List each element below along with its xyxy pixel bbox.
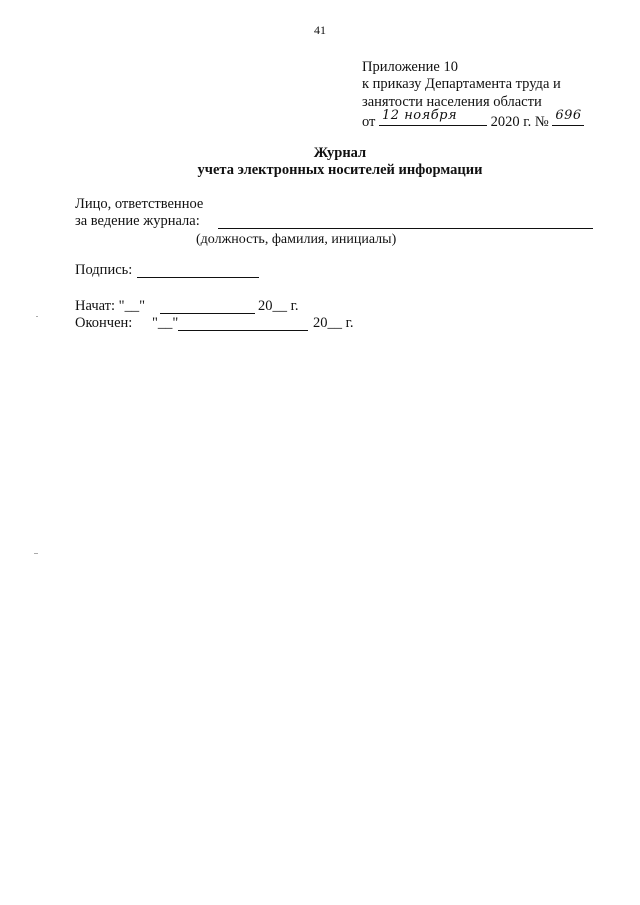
- appendix-department-line: занятости населения области: [362, 93, 542, 110]
- scan-speck: [36, 316, 38, 317]
- finished-label: Окончен:: [75, 315, 133, 331]
- started-year: 20__ г.: [258, 298, 299, 314]
- responsible-label-line1: Лицо, ответственное: [75, 196, 204, 212]
- year-number-label: 2020 г. №: [490, 113, 549, 130]
- appendix-date-line: [362, 107, 584, 131]
- appendix-order-line: к приказу Департамента труда и: [362, 76, 561, 93]
- finished-year: 20__ г.: [313, 315, 354, 331]
- document-title: Журнал: [313, 145, 367, 161]
- finished-month-line: [178, 330, 308, 331]
- started-month-line: [160, 313, 255, 314]
- responsible-input-line: [218, 228, 593, 229]
- appendix-title: Приложение 10: [362, 59, 458, 75]
- finished-day-quote: "__": [152, 315, 179, 331]
- started-label: Начат: "__": [75, 298, 146, 314]
- signature-line: [137, 277, 259, 278]
- responsible-label-line2: за ведение журнала:: [75, 213, 200, 229]
- scan-speck: [34, 553, 38, 554]
- page-number: 41: [314, 23, 326, 37]
- document-subtitle: учета электронных носителей информации: [197, 162, 483, 178]
- handwritten-number: 696: [555, 107, 582, 123]
- appendix-header: [362, 59, 584, 131]
- date-field: [379, 107, 487, 126]
- responsible-caption: (должность, фамилия, инициалы): [196, 232, 397, 247]
- handwritten-date: 12 ноября: [382, 107, 458, 123]
- from-label: от: [362, 113, 376, 130]
- number-field: [552, 107, 584, 126]
- signature-label: Подпись:: [75, 262, 133, 278]
